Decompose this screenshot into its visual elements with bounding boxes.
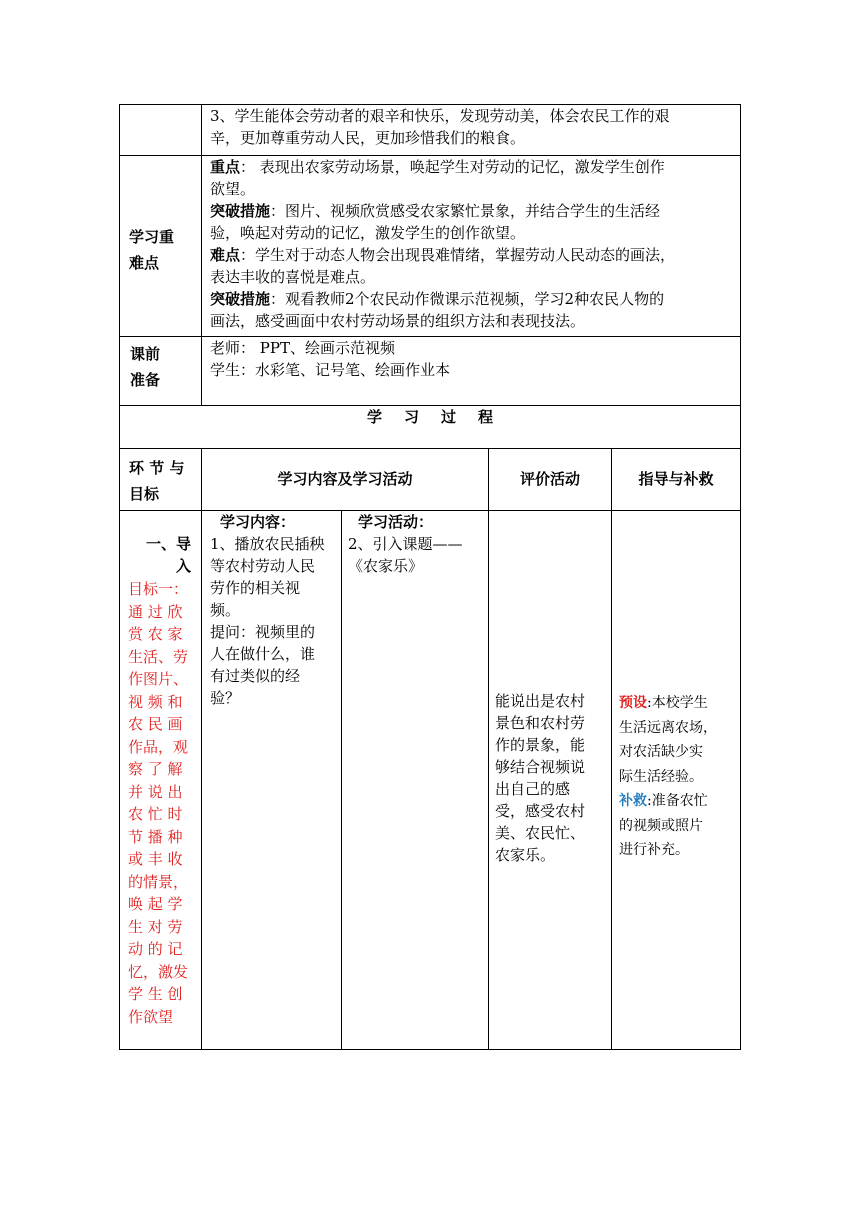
key-points-label: 学习重 难点 — [129, 228, 175, 272]
preparation-label: 课前 准备 — [130, 345, 161, 389]
goal-3-text: 3、学生能体会劳动者的艰辛和快乐，发现劳动美，体会农民工作的艰 辛，更加尊重劳动人民，更加珍惜我们的粮食。 — [210, 107, 670, 147]
key-points-text: 重点： 表现出农家劳动场景，唤起学生对劳动的记忆，激发学生创作 欲望。 突破措施：图片、视频欣赏感受农家繁忙景象，并结合学生的生活经 验，唤起对劳动的记忆，激发学生的创作欲望。 难点：学生对于动态人物会出现畏难情绪，掌握劳动人民动态的画法， 表达丰收的喜悦是难点。 突破措施：观看教师2个农民动作微课示范视频，学习2种农民人物的 画法，感受画面中农村劳动场景的组织方法和表现技法。 — [210, 158, 676, 330]
table-rule — [119, 448, 741, 449]
table-rule — [201, 448, 202, 1050]
table-rule — [119, 1049, 741, 1050]
learning-content: 学习内容： 1、播放农民插秧 等农村劳动人民 劳作的相关视 频。 提问：视频里的 人在做什么，谁 有过类似的经 验？ — [210, 513, 325, 707]
header-content-activity: 学习内容及学习活动 — [277, 470, 413, 488]
evaluation-text: 能说出是农村 景色和农村劳 作的景象，能 够结合视频说 出自己的感 受，感受农村 美、农民忙、 农家乐。 — [495, 692, 586, 864]
table-rule — [488, 448, 489, 1050]
preparation-text: 老师： PPT、绘画示范视频 学生：水彩笔、记号笔、绘画作业本 — [210, 339, 451, 379]
header-guidance: 指导与补救 — [638, 470, 714, 488]
header-evaluation: 评价活动 — [519, 470, 580, 488]
table-rule — [201, 104, 202, 405]
table-rule — [119, 104, 120, 1050]
process-title: 学习过程 — [366, 408, 515, 426]
guidance-text: 预设:本校学生 生活远离农场， 对农活缺少实 际生活经验。 补救:准备农忙 的视频或照片 进行补充。 — [619, 695, 717, 858]
header-stage-goal: 环 节 与 目标 — [129, 459, 185, 503]
section-goal-text: 目标一： 通 过 欣 赏 农 家 生活、劳 作图片、 视 频 和 农 民 画 作品，观 察 了 解 并 说 出 农 忙 时 节 播 种 或 丰 收 的情景， 唤 起 学 生 对 劳 动 的 记 忆，激发 学 生 创 作欲望 — [128, 580, 189, 1026]
table-rule — [611, 448, 612, 1050]
table-rule — [341, 510, 342, 1050]
learning-activity: 学习活动： 2、引入课题—— 《农家乐》 — [348, 513, 463, 575]
table-rule — [740, 104, 741, 1050]
stage-title: 一、导 入 — [145, 535, 191, 575]
